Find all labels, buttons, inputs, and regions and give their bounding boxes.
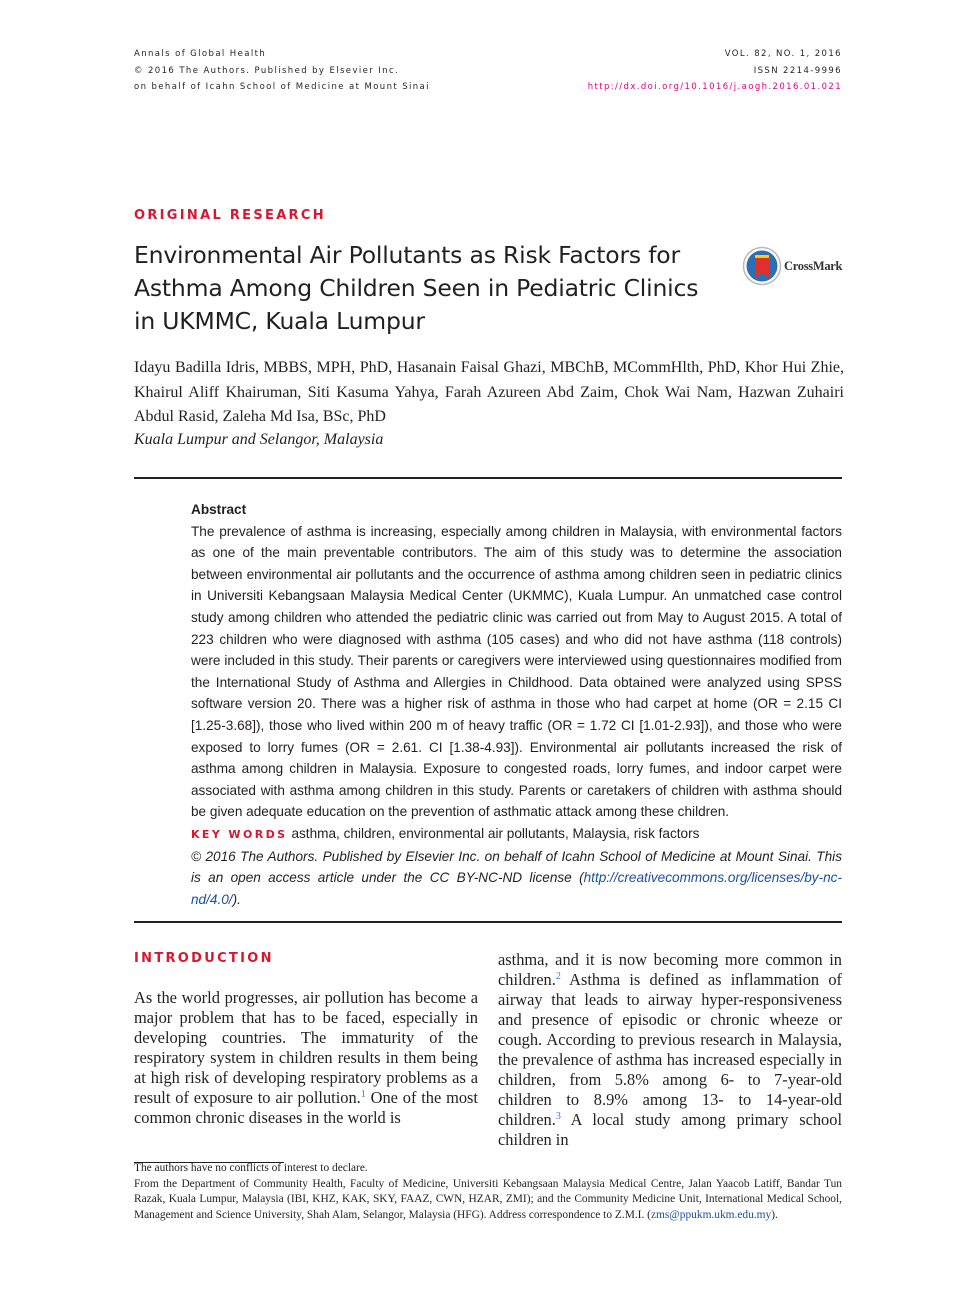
issn: ISSN 2214-9996 [753, 65, 842, 76]
journal-header-left [134, 46, 430, 96]
abstract-bottom-rule [134, 921, 842, 923]
correspondence-email-link[interactable]: zms@ppukm.ukm.edu.my [650, 1208, 772, 1221]
journal-name: Annals of Global Health [134, 49, 267, 59]
section-label: ORIGINAL RESEARCH [134, 208, 326, 223]
crossmark-icon [742, 246, 782, 286]
conflict-statement: The authors have no conflicts of interest to declare. [134, 1162, 368, 1174]
abstract-heading: Abstract [191, 502, 247, 517]
copyright-text: © 2016 The Authors. Published by Elsevier Inc. on behalf of Icahn School of Medicine at Mount Sinai. This is an open access article under the CC BY-NC-ND license ( [191, 848, 842, 886]
abstract-body: The prevalence of asthma is increasing, especially among children in Malaysia, with environmental factors as one of the main preventable contributors. The aim of this study was to determine the association between environmental air pollutants and the occurrence of asthma among children seen in pediatric clinics in Universiti Kebangsaan Malaysia Medical Center (UKMMC), Kuala Lumpur. An unmatched case control study among children who attended the pediatric clinic was carried out from May to August 2015. A total of 223 children who were diagnosed with asthma (105 cases) and who did not have asthma (118 controls) were included in this study. Their parents or caregivers were interviewed using questionnaires modified from the International Study of Asthma and Allergies in Childhood. Data obtained were analyzed using SPSS software version 20. There was a higher risk of asthma in those who had carpet at home (OR = 2.15 CI [1.25-3.68]), those who lived within 200 m of heavy traffic (OR = 1.72 CI [1.01-2.93]), and those who were exposed to lorry fumes (OR = 2.61. CI [1.38-4.93]). Environmental air pollutants increased the risk of asthma among children in Malaysia. Exposure to congested roads, lorry fumes, and indoor carpet were associated with asthma among children in this study. Parents or caretakers of children with asthma should be given adequate education on the prevention of asthmatic attack among these children. [191, 523, 842, 820]
license-link[interactable]: http://creativecommons.org/licenses/by-nc-nd/4.0/ [191, 870, 842, 907]
affiliation: Kuala Lumpur and Selangor, Malaysia [134, 431, 384, 448]
doi-link[interactable]: http://dx.doi.org/10.1016/j.aogh.2016.01.021 [587, 82, 842, 92]
intro-column-left [134, 988, 478, 1128]
intro-text-2: One of the most common chronic diseases in the world is [134, 1088, 478, 1127]
journal-header-right [588, 46, 842, 96]
citation-ref[interactable]: 3 [555, 1111, 561, 1122]
on-behalf-line: on behalf of Icahn School of Medicine at Mount Sinai [134, 82, 430, 92]
copyright-end: ). [232, 891, 241, 907]
abstract-block [191, 499, 842, 910]
keywords-line [191, 823, 842, 846]
publisher-line: © 2016 The Authors. Published by Elsevier Inc. [134, 65, 400, 76]
intro-text-1: As the world progresses, air pollution has become a major problem that has to be faced, especially in developing countries. The immaturity of the respiratory system in children results in them being at high risk of developing respiratory problems as a result of exposure to air pollution. [134, 988, 478, 1107]
article-title: Environmental Air Pollutants as Risk Factors for Asthma Among Children Seen in Pediatric Clinics in UKMMC, Kuala Lumpur [134, 241, 699, 335]
intro-text-3: asthma, and it is now becoming more common in children. [498, 950, 842, 989]
crossmark-label: CrossMark [784, 259, 843, 273]
intro-text-5: A local study among primary school children in [498, 1110, 842, 1149]
keywords: asthma, children, environmental air pollutants, Malaysia, risk factors [291, 825, 700, 841]
address-text: From the Department of Community Health, Faculty of Medicine, Universiti Kebangsaan Malaysia Medical Centre, Jalan Yaacob Latiff, Bandar Tun Razak, Kuala Lumpur, Malaysia (IBI, KHZ, KAK, SKY, FAAZ, CWN, HZAR, ZMI); and the Community Medicine Unit, International Medical School, Management and Science University, Shah Alam, Selangor, Malaysia (HFG). Address correspondence to Z.M.I. ( [134, 1177, 842, 1221]
volume-info: VOL. 82, NO. 1, 2016 [724, 49, 842, 59]
intro-column-right [498, 950, 842, 1150]
address-footnote [134, 1177, 842, 1224]
footnotes [134, 1161, 842, 1223]
address-end: ). [771, 1208, 778, 1221]
introduction-heading: INTRODUCTION [134, 951, 274, 966]
crossmark-badge[interactable] [742, 246, 846, 286]
copyright-notice [191, 846, 842, 911]
abstract-top-rule [134, 477, 842, 479]
author-list: Idayu Badilla Idris, MBBS, MPH, PhD, Hasanain Faisal Ghazi, MBChB, MCommHlth, PhD, Khor Hui Zhie, Khairul Aliff Khairuman, Siti Kasuma Yahya, Farah Azureen Abd Zaim, Chok Wai Nam, Hazwan Zuhairi Abdul Rasid, Zaleha Md Isa, BSc, PhD [134, 359, 844, 425]
keywords-label: KEY WORDS [191, 827, 288, 841]
citation-ref[interactable]: 1 [360, 1089, 366, 1100]
intro-text-4: Asthma is defined as inflammation of airway that leads to airway hyper-responsiveness and presence of episodic or chronic wheeze or cough. According to previous research in Malaysia, the prevalence of asthma has increased especially in children, from 5.8% among 6- to 7-year-old children to 8.9% among 13- to 14-year-old children. [498, 970, 842, 1129]
citation-ref[interactable]: 2 [555, 971, 561, 982]
